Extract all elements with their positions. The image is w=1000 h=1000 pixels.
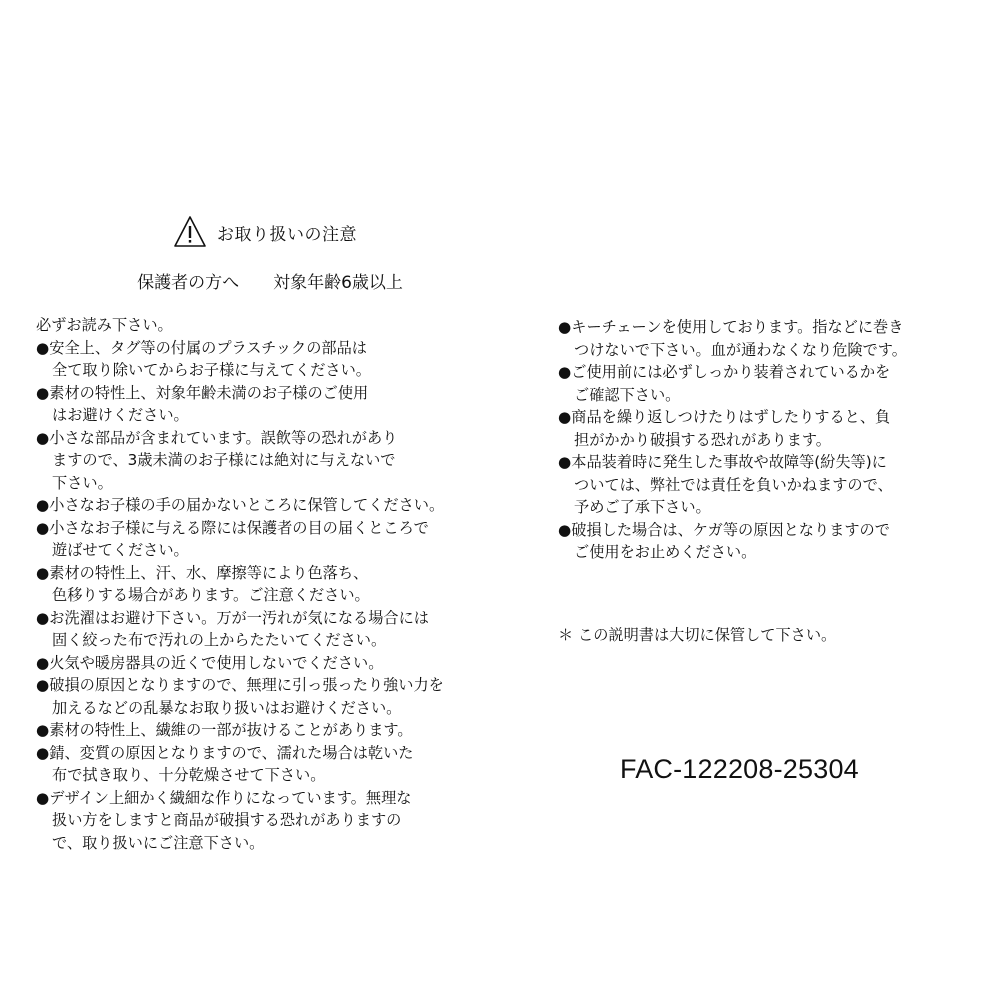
left-column (36, 314, 476, 854)
caution-item-text: ●ご使用前には必ずしっかり装着されているかを (558, 363, 891, 381)
caution-item-text: ●破損の原因となりますので、無理に引っ張ったり強い力を (36, 676, 444, 694)
caution-item (36, 742, 476, 787)
left-item-list (36, 337, 476, 855)
caution-item-continuation: 担がかかり破損する恐れがあります。 (574, 430, 831, 449)
caution-item (36, 427, 476, 495)
caution-item-continuation: ご確認下さい。 (574, 385, 681, 404)
intro-text: 必ずお読み下さい。 (36, 316, 173, 334)
keep-manual-note: ＊ この説明書は大切に保管して下さい。 (558, 626, 837, 644)
caution-item-continuation: 予めご了承下さい。 (574, 498, 711, 516)
caution-item-continuation: ますので、3歳未満のお子様には絶対に与えないで (52, 451, 396, 469)
caution-item-continuation: 布で拭き取り、十分乾燥させて下さい。 (52, 766, 326, 784)
warning-triangle-icon (173, 215, 207, 249)
right-column (558, 316, 958, 564)
caution-item-text: ●小さなお子様の手の届かないところに保管してください。 (36, 496, 445, 514)
page-subtitle: 保護者の方へ 対象年齢6歳以上 (137, 273, 403, 293)
caution-item (36, 337, 476, 382)
title-row (0, 212, 530, 252)
caution-item-text: ●火気や暖房器具の近くで使用しないでください。 (36, 653, 384, 672)
caution-item-text: ●小さな部品が含まれています。誤飲等の恐れがあり (36, 428, 398, 447)
caution-item-continuation: つけないで下さい。血が通わなくなり危険です。 (574, 340, 907, 359)
caution-item (36, 607, 476, 652)
caution-item (36, 517, 476, 562)
caution-item (558, 361, 958, 406)
caution-item-text: ●素材の特性上、汗、水、摩擦等により色落ち、 (36, 563, 369, 582)
caution-item-text: ●安全上、タグ等の付属のプラスチックの部品は (36, 338, 367, 357)
caution-item-continuation: 下さい。 (52, 473, 113, 492)
caution-item-text: ●小さなお子様に与える際には保護者の目の届くところで (36, 518, 429, 537)
caution-item (36, 382, 476, 427)
caution-item (36, 787, 476, 855)
caution-item-text: ●お洗濯はお避け下さい。万が一汚れが気になる場合には (36, 608, 429, 627)
caution-item (558, 451, 958, 519)
caution-item-text: ●錆、変質の原因となりますので、濡れた場合は乾いた (36, 743, 414, 762)
caution-item-continuation: はお避けください。 (52, 406, 189, 424)
caution-item-continuation: ついては、弊社では責任を負いかねますので、 (574, 475, 893, 494)
caution-item-text: ●商品を繰り返しつけたりはずしたりすると、負 (558, 408, 891, 426)
caution-item (36, 562, 476, 607)
caution-item-continuation: 全て取り除いてからお子様に与えてください。 (52, 361, 371, 379)
caution-item-text: ●キーチェーンを使用しております。指などに巻き (558, 318, 904, 336)
caution-item (36, 652, 476, 675)
caution-item (36, 674, 476, 719)
caution-item-continuation: 加えるなどの乱暴なお取り扱いはお避けください。 (52, 698, 402, 717)
caution-item-continuation: で、取り扱いにご注意下さい。 (52, 833, 265, 852)
product-code: FAC-122208-25304 (620, 754, 859, 784)
caution-item (36, 719, 476, 742)
caution-item (558, 316, 958, 361)
caution-item-continuation: ご使用をお止めください。 (574, 543, 757, 561)
caution-item (558, 519, 958, 564)
caution-item-text: ●破損した場合は、ケガ等の原因となりますので (558, 520, 890, 539)
caution-item-text: ●デザイン上細かく繊細な作りになっています。無理な (36, 788, 412, 807)
caution-item-continuation: 扱い方をしますと商品が破損する恐れがありますの (52, 811, 402, 829)
caution-item-continuation: 遊ばせてください。 (52, 541, 189, 559)
page-title: お取り扱いの注意 (217, 224, 357, 245)
caution-item-continuation: 固く絞った布で汚れの上からたたいてください。 (52, 631, 387, 649)
caution-item-text: ●素材の特性上、対象年齢未満のお子様のご使用 (36, 383, 369, 402)
caution-item (558, 406, 958, 451)
caution-item-text: ●素材の特性上、繊維の一部が抜けることがあります。 (36, 721, 413, 739)
right-item-list (558, 316, 958, 564)
caution-item-continuation: 色移りする場合があります。ご注意ください。 (52, 586, 370, 604)
caution-item (36, 494, 476, 517)
caution-item-text: ●本品装着時に発生した事故や故障等(紛失等)に (558, 453, 887, 471)
